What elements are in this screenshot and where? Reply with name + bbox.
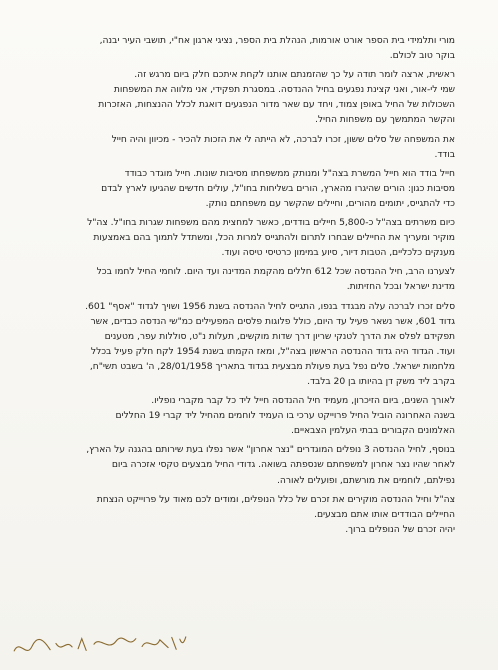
text-line: תפקידם לפלס את הדרך לטנקי שריון דרך שדות מוקשים, תעלות נ"ט, סוללות עפר, מטענים [104, 330, 455, 342]
text-line: מסיבות כגון: הורים שהיגרו מהארץ, הורים בשליחות בחו"ל, עולים חדשים שהגיעו לארץ לבדם [101, 182, 455, 194]
paragraph [58, 299, 455, 390]
paragraph [58, 393, 455, 438]
text-line: החיילים הבודדים אותו אתם מבצעים. [314, 508, 455, 520]
paragraph [58, 215, 455, 260]
text-line: בודד. [434, 148, 455, 160]
text-line: יהיה זכרם של הנופלים ברוך. [345, 523, 455, 535]
paragraph [58, 67, 455, 127]
paragraph [58, 442, 455, 487]
text-line: בקרב ליד משק דן בהיותו בן 20 בלבד. [307, 375, 455, 387]
letter-body [58, 33, 455, 537]
paragraph [58, 492, 455, 537]
text-line: בוקר טוב לכולם. [389, 50, 455, 62]
text-line: נפילתם, לוחמים את מורשתם, ופועלים לאורה. [277, 474, 455, 486]
text-line: ראשית, ארצה לומר תודה על כך שהזמנתם אותנו לקחת איתכם חלק ביום מרגש זה. [134, 69, 455, 81]
text-line: השכולות של החיל באופן צמוד, ויחד עם שאר מדור הנפגעים דואגת לכלל ההנצחות, האזכרות [98, 99, 455, 111]
text-line: את המשפחה של סלים ששון, זכרו לברכה, לא הייתה לי את הזכות להכיר - מכיוון והיה חייל [111, 133, 455, 145]
text-line: ועוד. הגדוד היה גדוד ההנדסה הראשון בצה"ל, ומאז הקמתו בשנת 1954 לקח חלק פעיל בכלל [90, 345, 455, 357]
signature-scribble [8, 627, 189, 663]
text-line: כדי להתגייס, יתומים מהורים, וחיילים שהקשר עם משפחתם נותק. [205, 197, 455, 209]
text-line: גדוד 601, אשר נשאר פעיל עד היום, כולל פלוגות פלסים המפעילים כמ"שי הנדסה כבדים, אשר [90, 315, 455, 327]
paragraph [58, 166, 455, 211]
paragraph [58, 132, 455, 162]
paragraph [58, 33, 455, 63]
text-line: שמי לי-אור, ואני קצינת נפגעים בחיל ההנדסה. במסגרת תפקידי, אני מלווה את המשפחות [113, 84, 455, 96]
text-line: מורי ותלמידי בית הספר אורט אורמות, הנהלת בית הספר, נציגי ארגון אח"י, תושבי העיר יבנה, [99, 35, 455, 46]
text-line: צה"ל וחיל ההנדסה מוקירים את זכרם של כלל הנופלים, ומודים לכם מאוד על פרוייקט הנצחת [96, 493, 455, 505]
text-line: בשנה האחרונה הוביל החיל פרוייקט ערכי בו העמיד לוחמים מהחיל ליד קברי 19 החללים [115, 410, 455, 422]
text-line: מלחמות ישראל. סלים נפל בעת פעולת מבצעית בגדוד בתאריך 28/01/1958, ה' בשבט תשי"ח, [89, 360, 455, 372]
text-line: לאורך השנים, ביום הזיכרון, מעמיד חיל ההנדסה חייל ליד כל קבר מקברי נופליו. [151, 395, 455, 407]
text-line: סלים זכרו לברכה עלה מבגדד בנפו, התגייס לחיל ההנדסה בשנת 1956 ושויך לגדוד "אסף" 601. [85, 300, 455, 312]
text-line: כיום משרתים בצה"ל כ-5,800 חיילים בודדים, כאשר למחצית מהם משפחות שגרות בחו"ל. צה"ל [87, 217, 455, 229]
text-line: לצערנו הרב, חיל ההנדסה שכל 612 חללים מהקמת המדינה ועד היום. לוחמי החיל לחמו בכל [96, 266, 455, 278]
paragraph [58, 264, 455, 294]
text-line: מוקיר ומעריך את החיילים שבחרו לתרום ולהתגייס למרות הכל, ומשתדל לתמוך בהם באמצעות [93, 232, 455, 244]
text-line: מענקים כלכליים, הטבות דיור, סיוע במימון כרטיסי טיסה ועוד. [221, 247, 455, 259]
text-line: לאחר שהיו נצר אחרון למשפחתם שנספתה בשואה. גדודי החיל מבצעים טקסי אזכרה ביום [111, 459, 455, 471]
text-line: מדינת ישראל ובכל החזיתות. [346, 281, 455, 293]
text-line: בנוסף, לחיל ההנדסה 3 נופלים המוגדרים "נצר אחרון" אשר נפלו בעת שירותם בהגנה על הארץ, [86, 444, 455, 456]
text-line: והקשר המתמשך עם משפחות החיל. [314, 114, 455, 126]
text-line: חייל בודד הוא חייל המשרת בצה"ל ומנותק ממשפחתו מסיבות שונות. חייל מוגדר כבודד [124, 167, 455, 179]
text-line: האלמונים הקבורים בבתי העלמין הצבאיים. [291, 425, 455, 437]
handwritten-signature [8, 627, 189, 663]
